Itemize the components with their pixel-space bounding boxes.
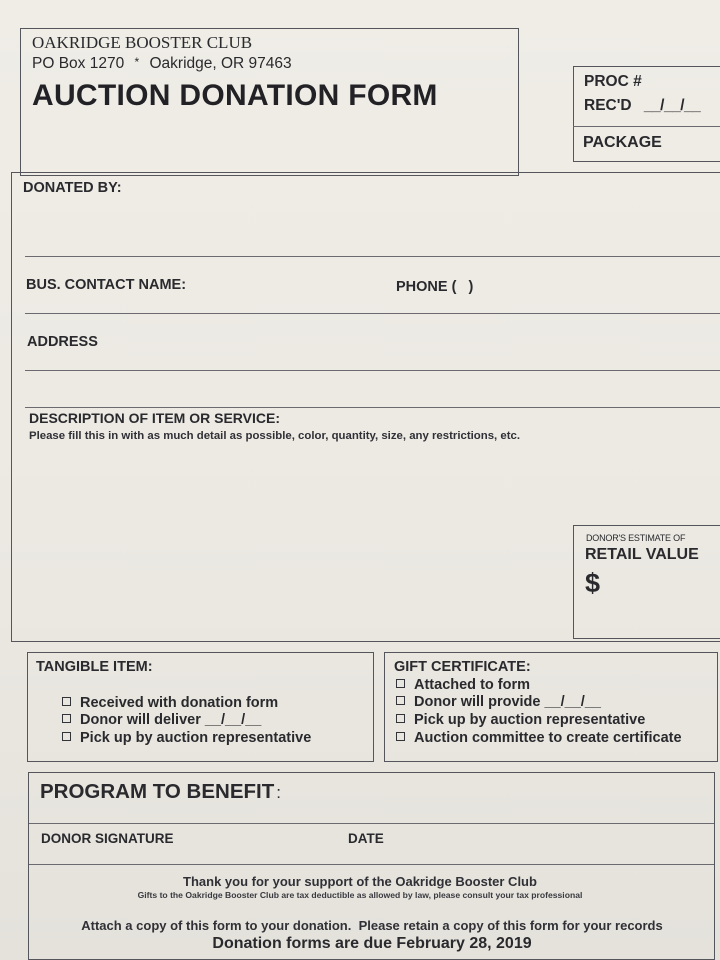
signature-line[interactable] — [29, 864, 714, 865]
org-address — [32, 55, 292, 73]
gift-certificate-title: GIFT CERTIFICATE: — [394, 659, 531, 675]
tangible-option-pickup[interactable] — [62, 730, 311, 748]
retail-value-currency[interactable]: $ — [585, 568, 601, 598]
option-label: Pick up by auction representative — [80, 730, 312, 746]
option-label: Donor will provide __/__/__ — [414, 694, 601, 710]
recd-date-blank: __/__/__ — [643, 97, 701, 114]
description-label: DESCRIPTION OF ITEM OR SERVICE: — [29, 410, 280, 426]
retail-value-label: RETAIL VALUE — [585, 546, 699, 563]
due-date-note: Donation forms are due February 28, 2019 — [212, 935, 532, 952]
proc-number-label: PROC # — [584, 73, 642, 90]
address-city: Oakridge, OR 97463 — [149, 55, 292, 72]
gift-option-attached[interactable] — [396, 677, 530, 695]
donated-by-line[interactable] — [25, 256, 720, 257]
gift-option-pickup[interactable] — [396, 712, 645, 730]
donated-by-label: DONATED BY: — [23, 180, 122, 196]
address-label: ADDRESS — [27, 334, 98, 350]
tax-deductible-note: Gifts to the Oakridge Booster Club are tax deductible as allowed by law, please consult your tax professional — [137, 890, 583, 900]
package-label: PACKAGE — [583, 134, 662, 151]
checkbox-icon[interactable] — [396, 696, 405, 705]
gift-option-committee[interactable] — [396, 730, 682, 748]
address-line-1[interactable] — [25, 370, 720, 371]
tangible-option-received[interactable] — [62, 695, 278, 713]
checkbox-icon[interactable] — [62, 697, 71, 706]
contact-name-line[interactable] — [25, 313, 720, 314]
address-line-2[interactable] — [25, 407, 720, 408]
option-label: Auction committee to create certificate — [414, 730, 682, 746]
tangible-option-deliver[interactable] — [62, 712, 261, 730]
date-label: DATE — [348, 831, 384, 846]
checkbox-icon[interactable] — [62, 732, 71, 741]
program-to-benefit-label — [40, 780, 281, 804]
program-colon: : — [276, 783, 281, 802]
option-label: Received with donation form — [80, 695, 279, 711]
office-use-divider — [573, 126, 720, 127]
org-name: OAKRIDGE BOOSTER CLUB — [32, 33, 253, 52]
contact-name-label: BUS. CONTACT NAME: — [26, 277, 187, 293]
program-line[interactable] — [29, 823, 714, 824]
tangible-item-title: TANGIBLE ITEM: — [36, 659, 153, 675]
description-hint: Please fill this in with as much detail as possible, color, quantity, size, any restrictions, etc. — [29, 430, 520, 442]
option-label: Pick up by auction representative — [414, 712, 646, 728]
recd-text: REC'D — [584, 97, 632, 114]
thank-you-note: Thank you for your support of the Oakridge Booster Club — [183, 874, 537, 889]
checkbox-icon[interactable] — [396, 679, 405, 688]
option-label: Donor will deliver __/__/__ — [80, 712, 262, 728]
donor-signature-label: DONOR SIGNATURE — [41, 831, 174, 846]
attach-copy-note: Attach a copy of this form to your donation. Please retain a copy of this form for your records — [81, 918, 663, 933]
checkbox-icon[interactable] — [396, 732, 405, 741]
checkbox-icon[interactable] — [62, 714, 71, 723]
phone-label: PHONE ( ) — [396, 279, 474, 295]
address-separator: * — [134, 55, 140, 69]
option-label: Attached to form — [414, 677, 530, 693]
form-title: AUCTION DONATION FORM — [32, 79, 438, 112]
recd-label — [584, 97, 700, 115]
checkbox-icon[interactable] — [396, 714, 405, 723]
program-text: PROGRAM TO BENEFIT — [40, 780, 275, 803]
retail-value-caption: DONOR'S ESTIMATE OF — [586, 533, 686, 543]
gift-option-provide[interactable] — [396, 694, 601, 712]
address-po: PO Box 1270 — [32, 55, 125, 72]
